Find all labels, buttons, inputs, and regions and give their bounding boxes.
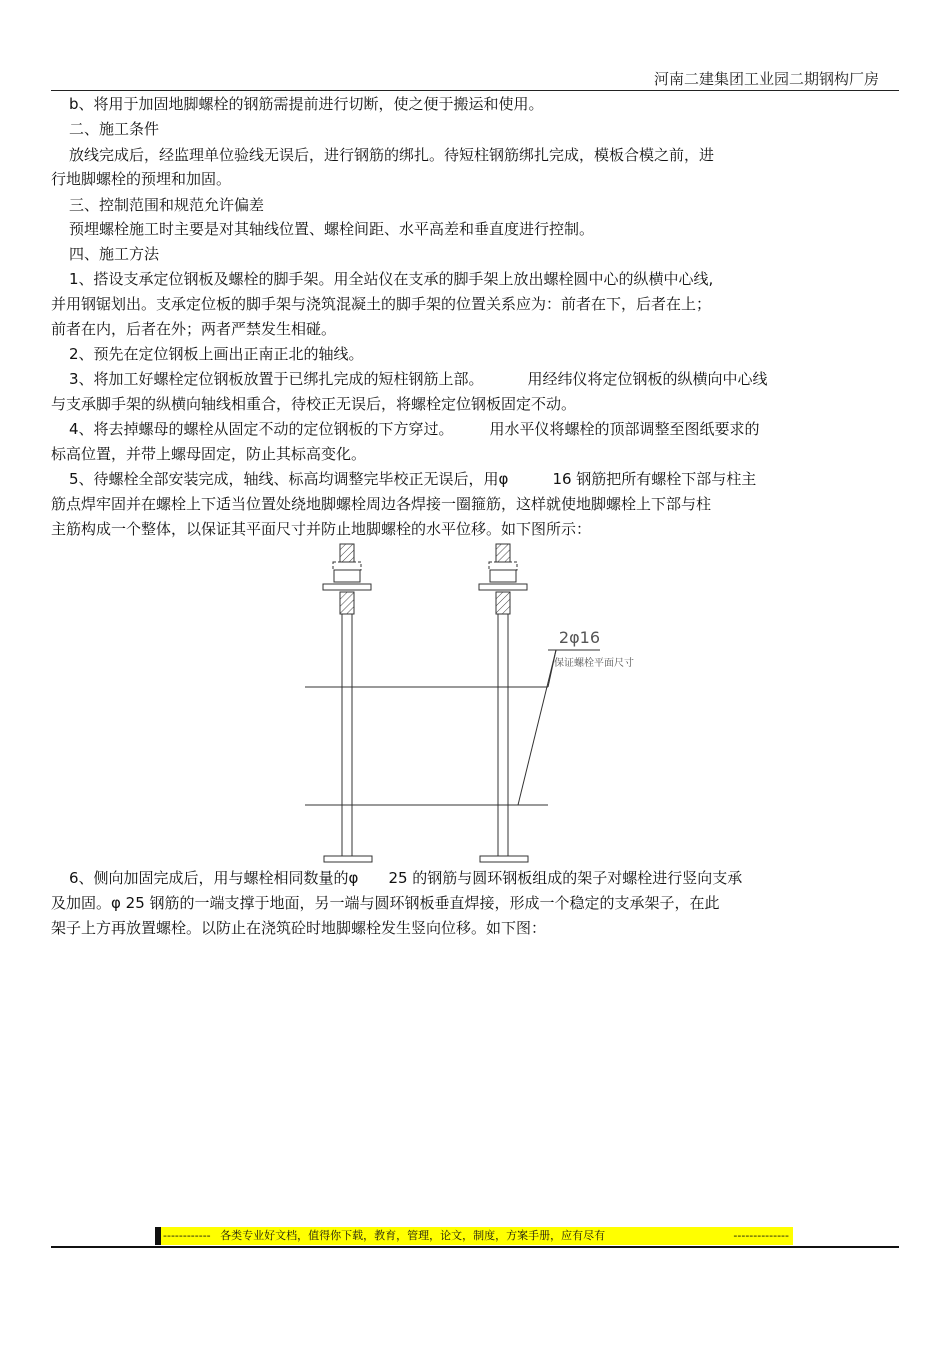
bolt-right [479, 544, 528, 862]
anchor-bolt-diagram [300, 540, 634, 865]
step-5-line-1-part-2: 16 钢筋把所有螺栓下部与柱主 [552, 470, 757, 488]
diagram-label-note: 保证螺栓平面尺寸 [554, 658, 634, 669]
paragraph-3-line-1: 预埋螺栓施工时主要是对其轴线位置、螺栓间距、水平高差和垂直度进行控制。 [69, 220, 595, 238]
section-heading-3: 三、控制范围和规范允许偏差 [69, 196, 265, 214]
step-4-line-1 [69, 419, 760, 439]
step-4-line-2: 标高位置，并带上螺母固定，防止其标高变化。 [51, 445, 367, 463]
footer-banner [155, 1227, 793, 1245]
step-2-line-1: 2、预先在定位钢板上画出正南正北的轴线。 [69, 345, 364, 363]
step-4-line-1-part-2: 用水平仪将螺栓的顶部调整至图纸要求的 [489, 420, 760, 438]
step-1-line-2: 并用钢锯划出。支承定位板的脚手架与浇筑混凝土的脚手架的位置关系应为：前者在下，后者在上； [51, 295, 712, 313]
step-6-line-1-part-2: 25 的钢筋与圆环钢板组成的架子对螺栓进行竖向支承 [388, 869, 743, 887]
leader-line-lower [518, 650, 556, 805]
paragraph-2-line-2: 行地脚螺栓的预埋和加固。 [51, 170, 232, 188]
header-divider [51, 90, 899, 91]
step-5-line-1-part-1: 5、待螺栓全部安装完成，轴线、标高均调整完毕校正无误后，用φ [69, 470, 509, 488]
step-1-line-3: 前者在内，后者在外；两者严禁发生相碰。 [51, 320, 337, 338]
footer-divider [51, 1246, 899, 1248]
footer-dash-right: -------------- [733, 1229, 789, 1242]
step-1-line-1: 1、搭设支承定位钢板及螺栓的脚手架。用全站仪在支承的脚手架上放出螺栓圆中心的纵横中心线, [69, 270, 714, 288]
step-6-line-3: 架子上方再放置螺栓。以防止在浇筑砼时地脚螺栓发生竖向位移。如下图： [51, 919, 547, 937]
footer-text: 各类专业好文档，值得你下载，教育，管理，论文，制度，方案手册，应有尽有 [220, 1229, 606, 1242]
paragraph-2-line-1: 放线完成后，经监理单位验线无误后，进行钢筋的绑扎。待短柱钢筋绑扎完成，模板合模之前，进 [69, 146, 715, 164]
step-3-line-1-part-1: 3、将加工好螺栓定位钢板放置于已绑扎完成的短柱钢筋上部。 [69, 370, 484, 388]
page-header-title: 河南二建集团工业园二期钢构厂房 [653, 70, 879, 88]
step-4-line-1-part-1: 4、将去掉螺母的螺栓从固定不动的定位钢板的下方穿过。 [69, 420, 454, 438]
step-3-line-1 [69, 369, 768, 389]
section-heading-2: 二、施工条件 [69, 120, 160, 138]
step-6-line-1-part-1: 6、侧向加固完成后，用与螺栓相同数量的φ [69, 869, 359, 887]
paragraph-b-item: b、将用于加固地脚螺栓的钢筋需提前进行切断，使之便于搬运和使用。 [69, 95, 544, 113]
footer-marker [155, 1227, 161, 1245]
diagram-label-rebar: 2φ16 [558, 628, 600, 647]
step-6-line-1 [69, 868, 742, 888]
step-5-line-1 [69, 469, 756, 489]
section-heading-4: 四、施工方法 [69, 245, 160, 263]
step-3-line-1-part-2: 用经纬仪将定位钢板的纵横向中心线 [527, 370, 768, 388]
footer-dash-left: ------------ [163, 1229, 211, 1242]
bolt-left [323, 544, 372, 862]
step-6-line-2: 及加固。φ 25 钢筋的一端支撑于地面，另一端与圆环钢板垂直焊接，形成一个稳定的支承架子，在此 [51, 894, 720, 912]
step-5-line-3: 主筋构成一个整体，以保证其平面尺寸并防止地脚螺栓的水平位移。如下图所示： [51, 520, 592, 538]
step-3-line-2: 与支承脚手架的纵横向轴线相重合，待校正无误后，将螺栓定位钢板固定不动。 [51, 395, 577, 413]
step-5-line-2: 筋点焊牢固并在螺栓上下适当位置处绕地脚螺栓周边各焊接一圈箍筋，这样就使地脚螺栓上下部与柱 [51, 495, 712, 513]
